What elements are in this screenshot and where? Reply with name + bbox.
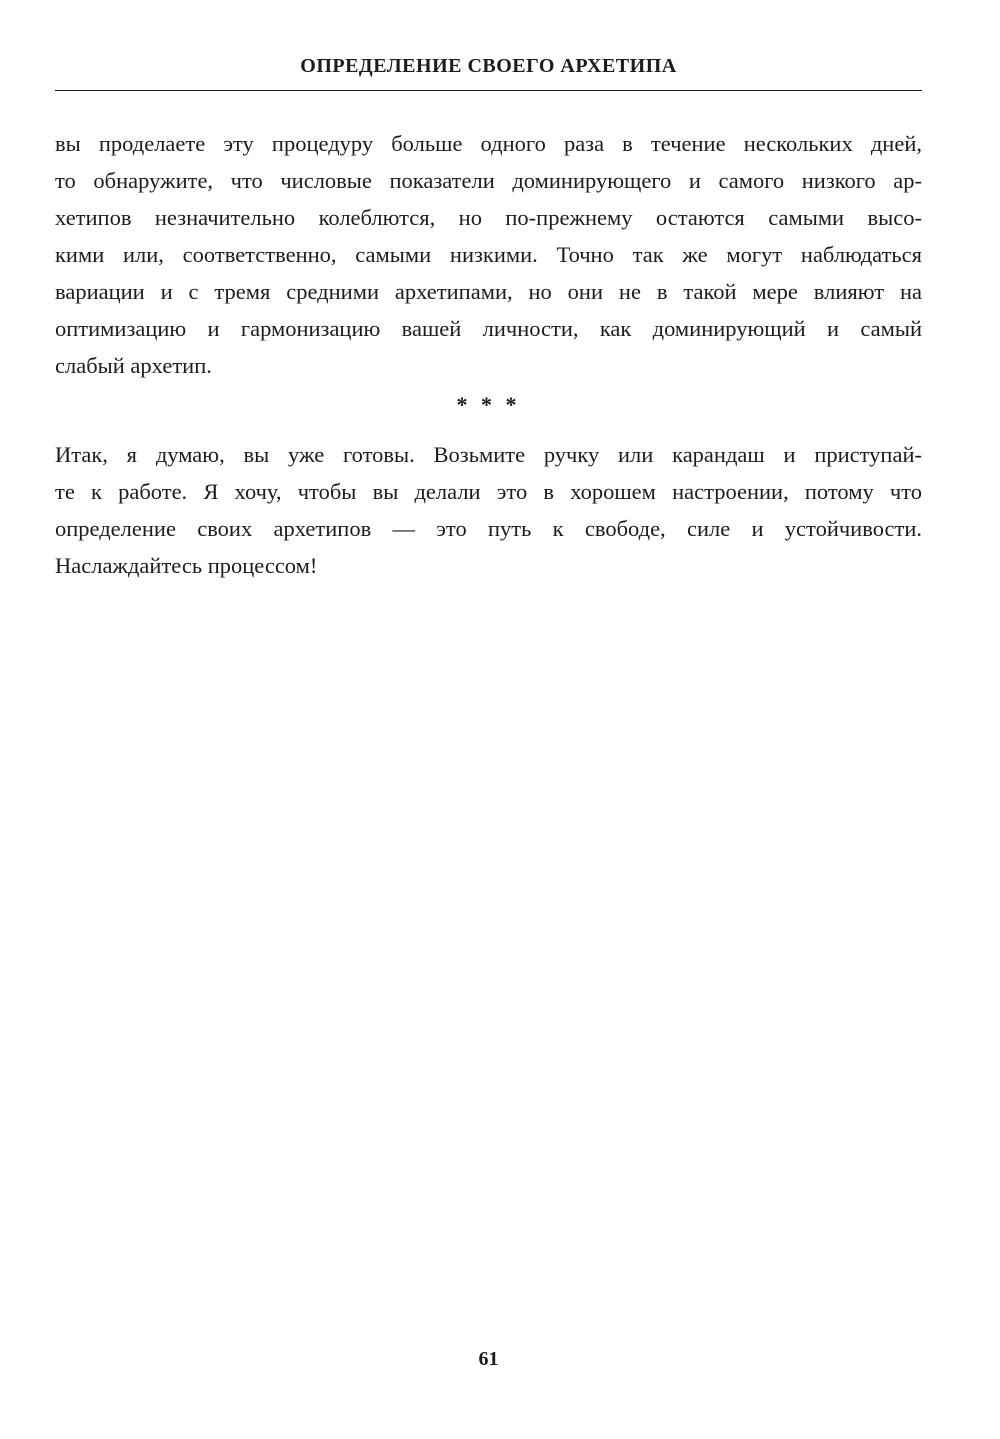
- text-line: кими или, соответственно, самыми низкими. Точно так же могут наблюдаться: [55, 242, 922, 267]
- text-line: слабый архетип.: [55, 353, 212, 378]
- paragraph-2: [55, 436, 922, 584]
- text-line: вариации и с тремя средними архетипами, но они не в такой мере влияют на: [55, 279, 922, 304]
- header-rule: [55, 90, 922, 91]
- text-line: вы проделаете эту процедуру больше одного раза в течение нескольких дней,: [55, 131, 922, 156]
- page-number: 61: [478, 1348, 499, 1370]
- text-line: Наслаждайтесь процессом!: [55, 553, 318, 578]
- text-line: определение своих архетипов — это путь к свободе, силе и устойчивости.: [55, 516, 922, 541]
- section-separator: * * *: [456, 392, 521, 417]
- text-line: Итак, я думаю, вы уже готовы. Возьмите ручку или карандаш и приступай-: [55, 442, 922, 467]
- paragraph-1: [55, 125, 922, 384]
- text-line: то обнаружите, что числовые показатели доминирующего и самого низкого ар-: [55, 168, 922, 193]
- text-line: хетипов незначительно колеблются, но по-прежнему остаются самыми высо-: [55, 205, 922, 230]
- text-line: те к работе. Я хочу, чтобы вы делали это в хорошем настроении, потому что: [55, 479, 922, 504]
- text-line: оптимизацию и гармонизацию вашей личности, как доминирующий и самый: [55, 316, 922, 341]
- running-head-title: ОПРЕДЕЛЕНИЕ СВОЕГО АРХЕТИПА: [300, 55, 677, 77]
